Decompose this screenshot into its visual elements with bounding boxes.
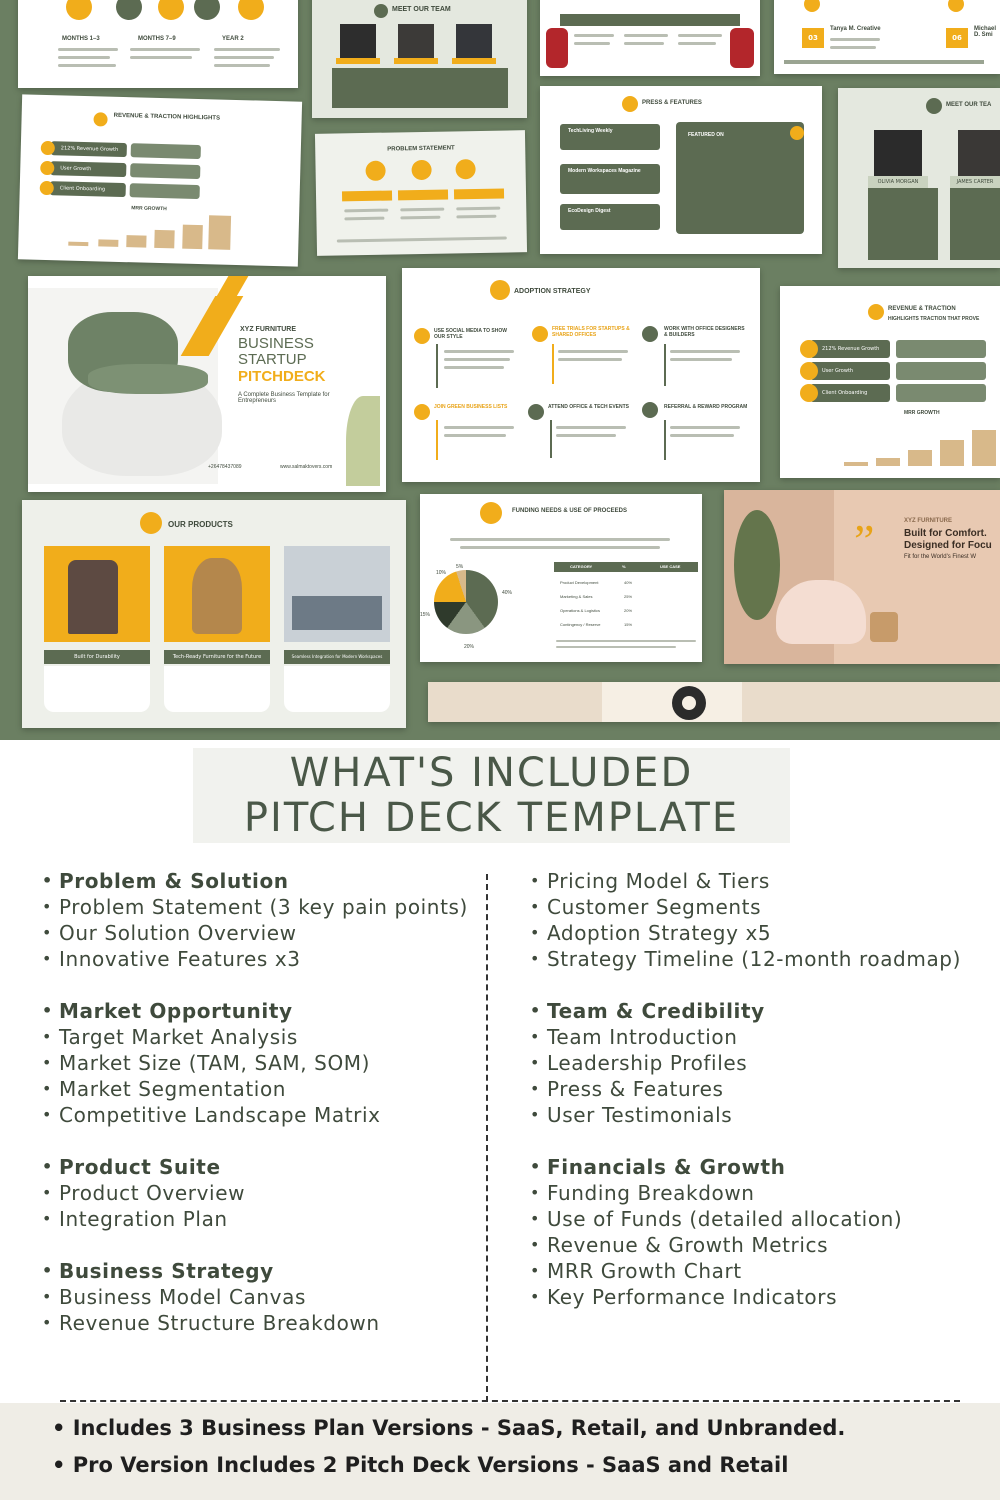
slide-press <box>540 86 822 254</box>
adoption-item-2: FREE TRIALS FOR STARTUPS & SHARED OFFICES <box>552 326 630 338</box>
comfort-line-2: Designed for Focu <box>904 540 992 551</box>
funding-pie-20: 20% <box>464 644 475 650</box>
title-box <box>193 748 790 843</box>
slide-revenue-left <box>18 94 302 266</box>
feature-list-item: • MRR Growth Chart <box>530 1258 970 1284</box>
steps-number-b: 06 <box>946 28 968 48</box>
funding-pie-5: 5% <box>456 564 464 570</box>
feature-list-item: • User Testimonials <box>530 1102 970 1128</box>
slide-chairs <box>540 0 760 76</box>
funding-title: FUNDING NEEDS & USE OF PROCEEDS <box>512 508 628 514</box>
slide-adoption <box>402 268 760 482</box>
horizontal-divider <box>60 1400 960 1402</box>
feature-list-item: • Strategy Timeline (12-month roadmap) <box>530 946 970 972</box>
funding-th-category: CATEGORY <box>570 564 593 569</box>
rev-right-subtitle: HIGHLIGHTS TRACTION THAT PROVE <box>888 316 980 322</box>
funding-row-2: Marketing & Sales <box>560 594 593 599</box>
roadmap-months-a: MONTHS 1–3 <box>62 36 100 42</box>
steps-number-a: 03 <box>802 28 824 48</box>
press-item-3: EcoDesign Digest <box>568 208 611 214</box>
feature-list-item: • Competitive Landscape Matrix <box>42 1102 472 1128</box>
slide-strip <box>428 682 1000 722</box>
adoption-item-6: REFERRAL & REWARD PROGRAM <box>664 404 748 410</box>
feature-list-item: • Business Model Canvas <box>42 1284 472 1310</box>
feature-list-item: • Use of Funds (detailed allocation) <box>530 1206 970 1232</box>
feature-group-heading: • Financials & Growth <box>530 1154 970 1180</box>
feature-list-item: • Team Introduction <box>530 1024 970 1050</box>
comfort-brand: XYZ FURNITURE <box>904 518 952 524</box>
feature-group-heading: • Team & Credibility <box>530 998 970 1024</box>
adoption-title: ADOPTION STRATEGY <box>514 288 591 295</box>
funding-th-use: USE CASE <box>660 564 681 569</box>
press-item-2: Modern Workspaces Magazine <box>568 168 641 174</box>
funding-row-2-pct: 25% <box>624 594 633 599</box>
feature-list-item: • Market Size (TAM, SAM, SOM) <box>42 1050 472 1076</box>
products-card-2: Tech-Ready Furniture for the Future <box>164 650 270 664</box>
products-card-1: Built for Durability <box>44 650 150 664</box>
roadmap-months-b: MONTHS 7–9 <box>138 36 176 42</box>
funding-row-3-pct: 20% <box>624 608 633 613</box>
slide-team-top <box>312 0 527 118</box>
left-column <box>42 868 472 1362</box>
page-title-line-1: WHAT'S INCLUDED <box>289 750 694 796</box>
cover-web: www.salmaktovers.com <box>280 464 333 470</box>
products-card-3: Seamless Integration for Modern Workspaces <box>284 650 390 664</box>
feature-group-heading: • Business Strategy <box>42 1258 472 1284</box>
rev-right-title: REVENUE & TRACTION <box>888 306 956 312</box>
team-right-name-1: OLIVIA MORGAN <box>868 176 928 188</box>
steps-name-a: Tanya M. Creative <box>830 26 881 32</box>
feature-list-item: • Adoption Strategy x5 <box>530 920 970 946</box>
products-title: OUR PRODUCTS <box>168 520 233 529</box>
team-top-title: MEET OUR TEAM <box>392 6 451 13</box>
vertical-divider <box>486 874 488 1402</box>
rev-right-row-3: Client Onboarding <box>810 384 890 402</box>
feature-list-item: • Customer Segments <box>530 894 970 920</box>
press-featured-label: FEATURED ON <box>688 132 724 138</box>
slide-roadmap <box>18 0 298 88</box>
funding-row-4-pct: 15% <box>624 622 633 627</box>
steps-name-b: Michael D. Smi <box>974 26 997 38</box>
funding-row-4: Contingency / Reserve <box>560 622 601 627</box>
rev-right-row-2: User Growth <box>810 362 890 380</box>
cover-brand: XYZ FURNITURE <box>240 326 296 333</box>
feature-group <box>42 1154 472 1232</box>
feature-group-heading: • Market Opportunity <box>42 998 472 1024</box>
feature-group <box>530 1154 970 1310</box>
feature-list-item: • Leadership Profiles <box>530 1050 970 1076</box>
feature-group <box>42 998 472 1128</box>
footer-line-1: • Includes 3 Business Plan Versions - SaaS, Retail, and Unbranded. <box>52 1416 845 1440</box>
press-title: PRESS & FEATURES <box>642 100 702 106</box>
cover-phone: +26478437089 <box>208 464 242 470</box>
slide-products <box>22 500 406 728</box>
feature-list-item: • Key Performance Indicators <box>530 1284 970 1310</box>
cover-line-1: BUSINESS <box>238 335 314 352</box>
feature-list-item: • Our Solution Overview <box>42 920 472 946</box>
funding-row-3: Operations & Logistics <box>560 608 601 613</box>
feature-list-item: • Funding Breakdown <box>530 1180 970 1206</box>
feature-list-item: • Revenue Structure Breakdown <box>42 1310 472 1336</box>
feature-list-item: • Market Segmentation <box>42 1076 472 1102</box>
feature-group <box>42 868 472 972</box>
rev-left-chart-label: MRR GROWTH <box>131 205 167 213</box>
feature-group <box>530 868 970 972</box>
cover-line-3: PITCHDECK <box>238 368 326 385</box>
feature-group <box>530 998 970 1128</box>
comfort-line-3: Fit for the World's Finest W <box>904 554 977 560</box>
rev-right-row-1: 212% Revenue Growth <box>810 340 890 358</box>
adoption-item-1: USE SOCIAL MEDIA TO SHOW OUR STYLE <box>434 328 507 340</box>
feature-list-item: • Target Market Analysis <box>42 1024 472 1050</box>
page-title-line-2: PITCH DECK TEMPLATE <box>243 795 740 841</box>
rev-left-row-1: 212% Revenue Growth <box>51 141 127 157</box>
feature-group-heading: • Product Suite <box>42 1154 472 1180</box>
rev-left-title: REVENUE & TRACTION HIGHLIGHTS <box>113 112 221 122</box>
comfort-line-1: Built for Comfort. <box>904 528 987 539</box>
feature-list-item: • Innovative Features x3 <box>42 946 472 972</box>
rev-left-row-2: User Growth <box>50 161 126 177</box>
funding-row-1-pct: 40% <box>624 580 633 585</box>
adoption-item-3: WORK WITH OFFICE DESIGNERS & BUILDERS <box>664 326 745 338</box>
cover-line-2: STARTUP <box>238 351 307 368</box>
slide-steps <box>774 0 1000 74</box>
quote-icon: ” <box>854 515 875 566</box>
slide-cover <box>28 276 386 492</box>
slides-collage <box>0 0 1000 740</box>
right-column <box>530 868 970 1336</box>
slide-comfort <box>724 490 1000 664</box>
feature-list-item: • Product Overview <box>42 1180 472 1206</box>
feature-list-item: • Press & Features <box>530 1076 970 1102</box>
problem-title: PROBLEM STATEMENT <box>387 145 455 153</box>
feature-group <box>42 1258 472 1336</box>
footer-line-2: • Pro Version Includes 2 Pitch Deck Versions - SaaS and Retail <box>52 1453 788 1477</box>
adoption-item-4: JOIN GREEN BUSINESS LISTS <box>434 404 508 410</box>
funding-th-pct: % <box>622 564 626 569</box>
slide-funding <box>420 494 702 662</box>
funding-pie-15: 15% <box>420 612 431 618</box>
funding-row-1: Product Development <box>560 580 599 585</box>
team-right-title: MEET OUR TEA <box>946 102 992 108</box>
slide-team-right <box>838 88 1000 268</box>
team-right-name-2: JAMES CARTER <box>950 176 1000 188</box>
press-item-1: TechLiving Weekly <box>568 128 613 134</box>
feature-list-item: • Pricing Model & Tiers <box>530 868 970 894</box>
funding-pie-10: 10% <box>436 570 447 576</box>
slide-problem <box>315 130 527 256</box>
funding-pie-40: 40% <box>502 590 513 596</box>
cover-sub: A Complete Business Template for Entrepreneurs <box>238 392 330 404</box>
feature-list-item: • Revenue & Growth Metrics <box>530 1232 970 1258</box>
slide-revenue-right <box>780 286 1000 478</box>
rev-right-chart-label: MRR GROWTH <box>904 410 940 416</box>
feature-group-heading: • Problem & Solution <box>42 868 472 894</box>
rev-left-row-3: Client Onboarding <box>50 181 126 197</box>
footer <box>0 1403 1000 1500</box>
roadmap-months-c: YEAR 2 <box>222 36 244 42</box>
feature-list-item: • Problem Statement (3 key pain points) <box>42 894 472 920</box>
feature-list-item: • Integration Plan <box>42 1206 472 1232</box>
adoption-item-5: ATTEND OFFICE & TECH EVENTS <box>548 404 630 410</box>
